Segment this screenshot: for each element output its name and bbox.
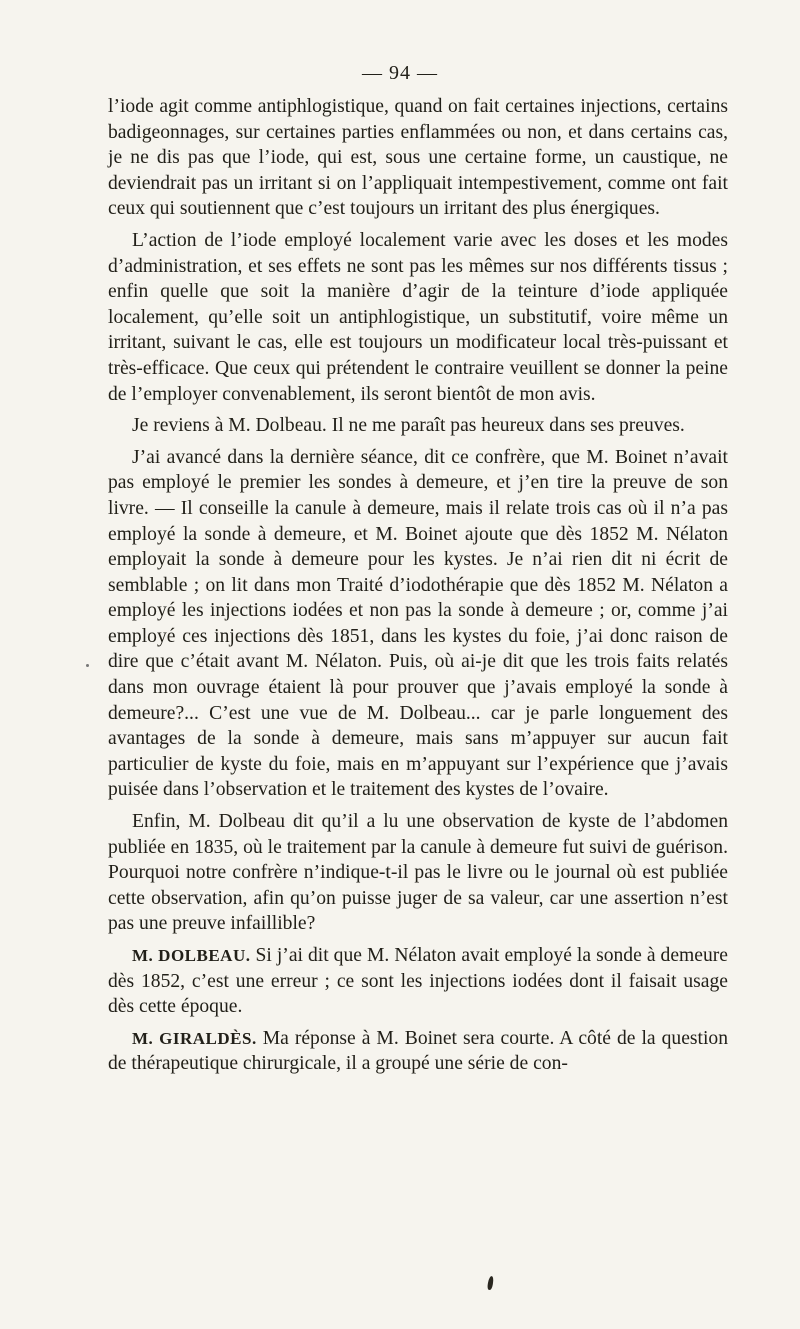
speaker-paragraph-dolbeau	[108, 943, 728, 1020]
paragraph: J’ai avancé dans la dernière séance, dit ce confrère, que M. Boinet n’avait pas employé le premier les sondes à demeure, et j’en tire la preuve de son livre. — Il conseille la canule à demeure, mais il relate trois cas où il n’a pas employé la sonde à demeure, et M. Boinet ajoute que dès 1852 M. Nélaton employait la sonde à demeure pour les kystes. Je n’ai rien dit ni écrit de semblable ; on lit dans mon Traité d’iodothérapie que dès 1852 M. Nélaton a employé les injections iodées et non pas la sonde à demeure ; or, comme j’ai employé ces injections dès 1851, dans les kystes du foie, j’ai donc raison de dire que c’était avant M. Nélaton. Puis, où ai-je dit que les trois faits relatés dans mon ouvrage étaient là pour prouver que j’avais employé la sonde à demeure?... C’est une vue de M. Dolbeau... car je parle longuement des avantages de la sonde à demeure, mais sans m’appuyer sur aucun fait particulier de kyste du foie, mais en m’appuyant sur l’expérience que j’avais puisée dans l’observation et le traitement des kystes de l’ovaire.	[108, 446, 728, 801]
paragraph: l’iode agit comme antiphlogistique, quand on fait certaines injections, certains badigeonnages, sur certaines parties enflammées ou non, et dans certains cas, je ne dis pas que l’iode, qui est, sous une certaine forme, un caustique, ne deviendrait pas un irritant si on l’appliquait intempestivement, comme ont fait ceux qui soutiennent que c’est toujours un irritant des plus énergiques.	[108, 96, 728, 220]
page-number: — 94 —	[362, 62, 438, 84]
paragraph: L’action de l’iode employé localement varie avec les doses et les modes d’administration, et ses effets ne sont pas les mêmes sur nos différents tissus ; enfin quelle que soit la manière d’agir de la teinture d’iode appliquée localement, qu’elle soit un antiphlogistique, un substitutif, voire même un irritant, suivant le cas, elle est toujours un modificateur local très-puissant et très-efficace. Que ceux qui prétendent le contraire veuillent se donner la peine de l’employer convenablement, ils seront bientôt de mon avis.	[108, 229, 728, 405]
speaker-text: Si j’ai dit que M. Nélaton avait employé la sonde à demeure dès 1852, c’est une erreur ; ce sont les injections iodées dont il faisait usage dès cette époque.	[108, 945, 728, 1018]
speaker-name: M. DOLBEAU.	[132, 946, 251, 965]
paragraph: Enfin, M. Dolbeau dit qu’il a lu une observation de kyste de l’abdomen publiée en 1835, où le traitement par la canule à demeure fut suivi de guérison. Pourquoi notre confrère n’indique-t-il pas le livre ou le journal où est publiée cette observation, afin qu’on puisse juger de sa valeur, car une assertion n’est pas une preuve infaillible?	[108, 811, 728, 935]
ink-blot	[487, 1276, 494, 1291]
body-text	[108, 94, 728, 1083]
speaker-name: M. GIRALDÈS.	[132, 1028, 257, 1048]
speaker-paragraph-giraldes	[108, 1026, 728, 1077]
speaker-text: Ma réponse à M. Boinet sera courte. A côté de la question de thérapeutique chirurgicale, il a groupé une série de con-	[108, 1027, 728, 1075]
paper-speck	[86, 664, 89, 667]
paragraph: Je reviens à M. Dolbeau. Il ne me paraît pas heureux dans ses preuves.	[132, 415, 685, 437]
